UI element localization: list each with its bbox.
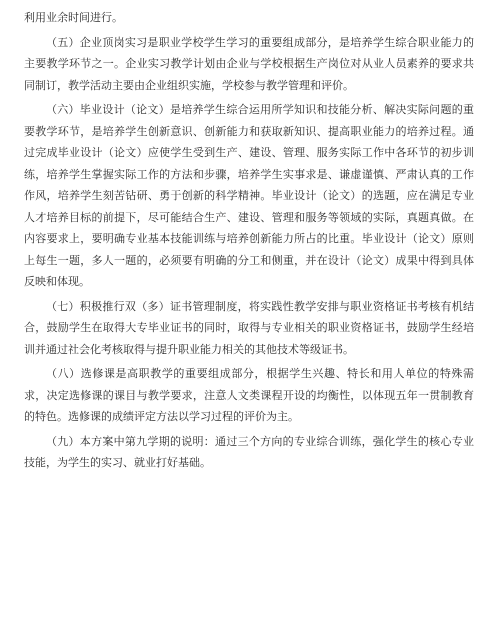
paragraph-certificates: （七）积极推行双（多）证书管理制度，将实践性教学安排与职业资格证书考核有机结合，鼓励学生在取得大专毕业证书的同时，取得与专业相关的职业资格证书，鼓励学生经培训并通过社会化考核取得与提升职业能力相关的其他技术等级证书。	[24, 299, 474, 356]
paragraph-graduation-design: （六）毕业设计（论文）是培养学生综合运用所学知识和技能分析、解决实际问题的重要教学环节，是培养学生创新意识、创新能力和获取新知识、提高职业能力的培养过程。通过完成毕业设计（论文）应使学生受到生产、建设、管理、服务实际工作中各环节的初步训练，培养学生掌握实际工作的方法和步骤，培养学生实事求是、谦虚谨慎、严肃认真的工作作风，培养学生刻苦钻研、勇于创新的科学精神。毕业设计（论文）的选题，应在满足专业人才培养目标的前提下，尽可能结合生产、建设、管理和服务等领域的实际，真题真做。在内容要求上，要明确专业基本技能训练与培养创新能力所占的比重。毕业设计（论文）原则上每生一题，多人一题的，必须要有明确的分工和侧重，并在设计（论文）成果中得到具体反映和体现。	[24, 103, 474, 288]
paragraph-ninth-semester: （九）本方案中第九学期的说明：通过三个方向的专业综合训练，强化学生的核心专业技能，为学生的实习、就业打好基础。	[24, 434, 474, 469]
paragraph-continuation: 利用业余时间进行。	[24, 11, 123, 24]
paragraph-electives: （八）选修课是高职教学的重要组成部分，根据学生兴趣、特长和用人单位的特殊需求，决定选修课的课目与教学要求，注意人文类课程开设的均衡性，以体现五年一贯制教育的特色。选修课的成绩评定方法以学习过程的评价为主。	[24, 367, 474, 423]
paragraph-internship: （五）企业顶岗实习是职业学校学生学习的重要组成部分，是培养学生综合职业能力的主要教学环节之一。企业实习教学计划由企业与学校根据生产岗位对从业人员素养的要求共同制订，教学活动主要由企业组织实施，学校参与教学管理和评价。	[24, 35, 474, 92]
